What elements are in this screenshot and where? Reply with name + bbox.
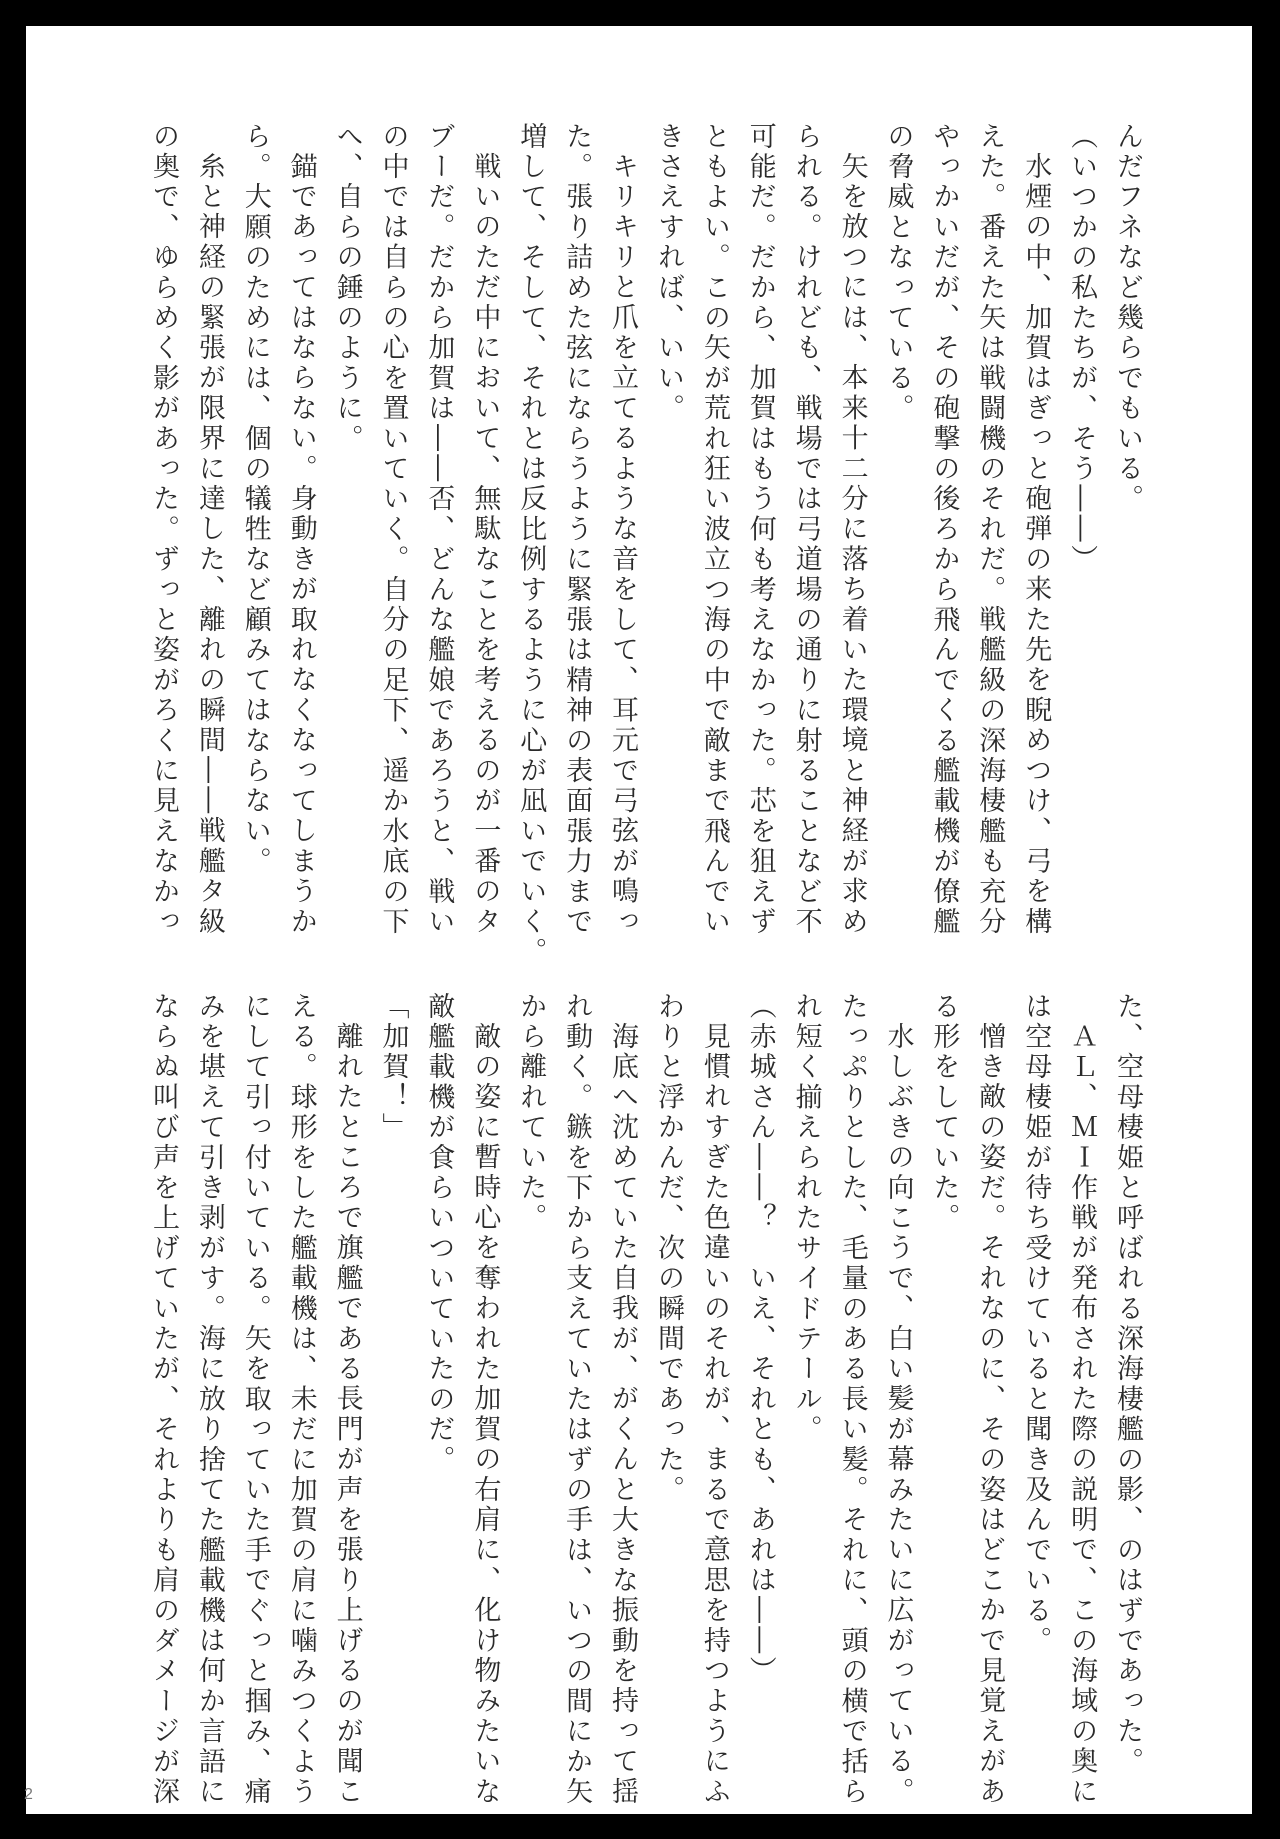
text-line: は空母棲姫が待ち受けていると聞き及んでいる。 xyxy=(1020,992,1052,1657)
text-line: 戦いのただ中において、無駄なことを考えるのが一番のタ xyxy=(469,152,501,938)
text-line: の奥で、ゆらめく影があった。ずっと姿がろくに見えなかっ xyxy=(147,122,179,938)
text-line: やっかいだが、その砲撃の後ろから飛んでくる艦載機が僚艦 xyxy=(928,122,960,938)
text-line: ともよい。この矢が荒れ狂い波立つ海の中で敵まで飛んでい xyxy=(698,122,730,938)
text-line: へ、自らの錘のように。 xyxy=(331,122,363,455)
text-line: 矢を放つには、本来十二分に落ち着いた環境と神経が求め xyxy=(836,152,868,938)
text-line: わりと浮かんだ、次の瞬間であった。 xyxy=(652,992,684,1506)
text-line: 見慣れすぎた色違いのそれが、まるで意思を持つようにふ xyxy=(698,1022,730,1808)
text-line: ら。大願のためには、個の犠牲など顧みてはならない。 xyxy=(239,122,271,877)
text-line: れ動く。鏃を下から支えていたはずの手は、いつの間にか矢 xyxy=(561,992,593,1808)
text-line: 可能だ。だから、加賀はもう何も考えなかった。芯を狙えず xyxy=(744,122,776,938)
text-line: 「加賀！」 xyxy=(377,992,409,1143)
text-line: ブーだ。だから加賀は――否、どんな艦娘であろうと、戦い xyxy=(423,122,455,938)
text-line: たっぷりとした、毛量のある長い髪。それに、頭の横で括ら xyxy=(836,992,868,1808)
text-line: 水しぶきの向こうで、白い髪が幕みたいに広がっている。 xyxy=(882,1022,914,1808)
text-line: きさえすれば、いい。 xyxy=(652,122,684,424)
text-line: 憎き敵の姿だ。それなのに、その姿はどこかで見覚えがあ xyxy=(974,1022,1006,1808)
text-line: る形をしていた。 xyxy=(928,992,960,1234)
text-line: の脅威となっている。 xyxy=(882,122,914,424)
text-line: ならぬ叫び声を上げていたが、それよりも肩のダメージが深 xyxy=(147,992,179,1808)
text-line: ＡＬ、ＭＩ作戦が発布された際の説明で、この海域の奥に xyxy=(1066,1022,1098,1808)
text-line: 海底へ沈めていた自我が、がくんと大きな振動を持って揺 xyxy=(607,1022,639,1808)
text-line: にして引っ付いている。矢を取っていた手でぐっと掴み、痛 xyxy=(239,992,271,1808)
text-line: 敵の姿に暫時心を奪われた加賀の右肩に、化け物みたいな xyxy=(469,1022,501,1808)
text-line: の中では自らの心を置いていく。自分の足下、遥か水底の下 xyxy=(377,122,409,938)
text-line: （赤城さん――？ いえ、それとも、あれは――） xyxy=(744,992,776,1687)
text-line: （いつかの私たちが、そう――） xyxy=(1066,122,1098,575)
page-number: 2 xyxy=(24,1786,33,1803)
text-line: から離れていた。 xyxy=(515,992,547,1234)
book-page xyxy=(26,26,1252,1814)
text-line: 糸と神経の緊張が限界に達した、離れの瞬間――戦艦タ級 xyxy=(193,152,225,938)
text-line: 水煙の中、加賀はぎっと砲弾の来た先を睨めつけ、弓を構 xyxy=(1020,152,1052,938)
text-line: 敵艦載機が食らいついていたのだ。 xyxy=(423,992,455,1476)
text-line: んだフネなど幾らでもいる。 xyxy=(1112,122,1143,515)
text-line: えた。番えた矢は戦闘機のそれだ。戦艦級の深海棲艦も充分 xyxy=(974,122,1006,938)
text-line: キリキリと爪を立てるような音をして、耳元で弓弦が鳴っ xyxy=(607,152,639,938)
text-line: た。張り詰めた弦にならうように緊張は精神の表面張力まで xyxy=(561,122,593,938)
text-line: 錨であってはならない。身動きが取れなくなってしまうか xyxy=(285,152,317,938)
text-line: 増して、そして、それとは反比例するように心が凪いでいく。 xyxy=(515,122,547,968)
text-line: た、空母棲姫と呼ばれる深海棲艦の影、のはずであった。 xyxy=(1112,992,1143,1778)
text-block-upper xyxy=(140,122,1150,968)
text-line: える。球形をした艦載機は、未だに加賀の肩に噛みつくよう xyxy=(285,992,317,1808)
text-line: られる。けれども、戦場では弓道場の通りに射ることなど不 xyxy=(790,122,822,938)
text-line: れ短く揃えられたサイドテール。 xyxy=(790,992,822,1445)
text-block-lower xyxy=(140,992,1150,1812)
text-line: みを堪えて引き剥がす。海に放り捨てた艦載機は何か言語に xyxy=(193,992,225,1808)
text-line: 離れたところで旗艦である長門が声を張り上げるのが聞こ xyxy=(331,1022,363,1808)
